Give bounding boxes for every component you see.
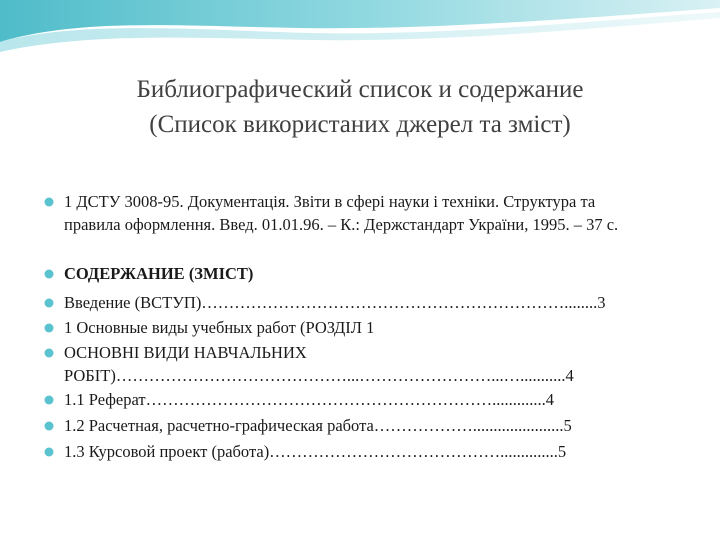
list-item xyxy=(64,316,684,339)
list-item-line: СОДЕРЖАНИЕ (ЗМІСТ) xyxy=(64,264,254,283)
list-item-line: Введение (ВСТУП)…………………………………………………………........3 xyxy=(64,293,606,312)
bullet-icon xyxy=(44,323,54,333)
list-item-line: правила оформлення. Введ. 01.01.96. – К.: Держстандарт України, 1995. – 37 с. xyxy=(64,215,619,234)
list-item xyxy=(64,341,684,387)
list-item-line: РОБІТ)……………………………………...……………………...…...........4 xyxy=(64,366,574,385)
list-item xyxy=(64,440,684,463)
title-line-1: Библиографический список и содержание xyxy=(136,76,584,103)
list-item xyxy=(64,291,684,314)
bullet-icon xyxy=(44,298,54,308)
list-item xyxy=(64,190,684,236)
list-item xyxy=(64,262,684,285)
bullet-icon xyxy=(44,348,54,358)
list-item-line: 1.1 Реферат……………………………………………………….............4 xyxy=(64,390,554,409)
list-item-line: ОСНОВНІ ВИДИ НАВЧАЛЬНИХ xyxy=(64,343,307,362)
bullet-icon xyxy=(44,447,54,457)
list-item xyxy=(64,388,684,411)
list-item-line: 1 Основные виды учебных работ (РОЗДІЛ 1 xyxy=(64,318,375,337)
list-item-line: 1.2 Расчетная, расчетно-графическая работа………………......................5 xyxy=(64,416,572,435)
list-item xyxy=(64,414,684,437)
list-item-line: 1.3 Курсовой проект (работа)……………………………………..............5 xyxy=(64,442,567,461)
slide-title xyxy=(40,72,680,142)
bullet-icon xyxy=(44,197,54,207)
bullet-icon xyxy=(44,269,54,279)
title-line-2: (Список використаних джерел та зміст) xyxy=(149,111,571,138)
bullet-icon xyxy=(44,421,54,431)
list-item-line: 1 ДСТУ 3008-95. Документація. Звіти в сфері науки і техніки. Структура та xyxy=(64,192,596,211)
bullet-icon xyxy=(44,395,54,405)
top-wave-decoration xyxy=(0,0,720,60)
